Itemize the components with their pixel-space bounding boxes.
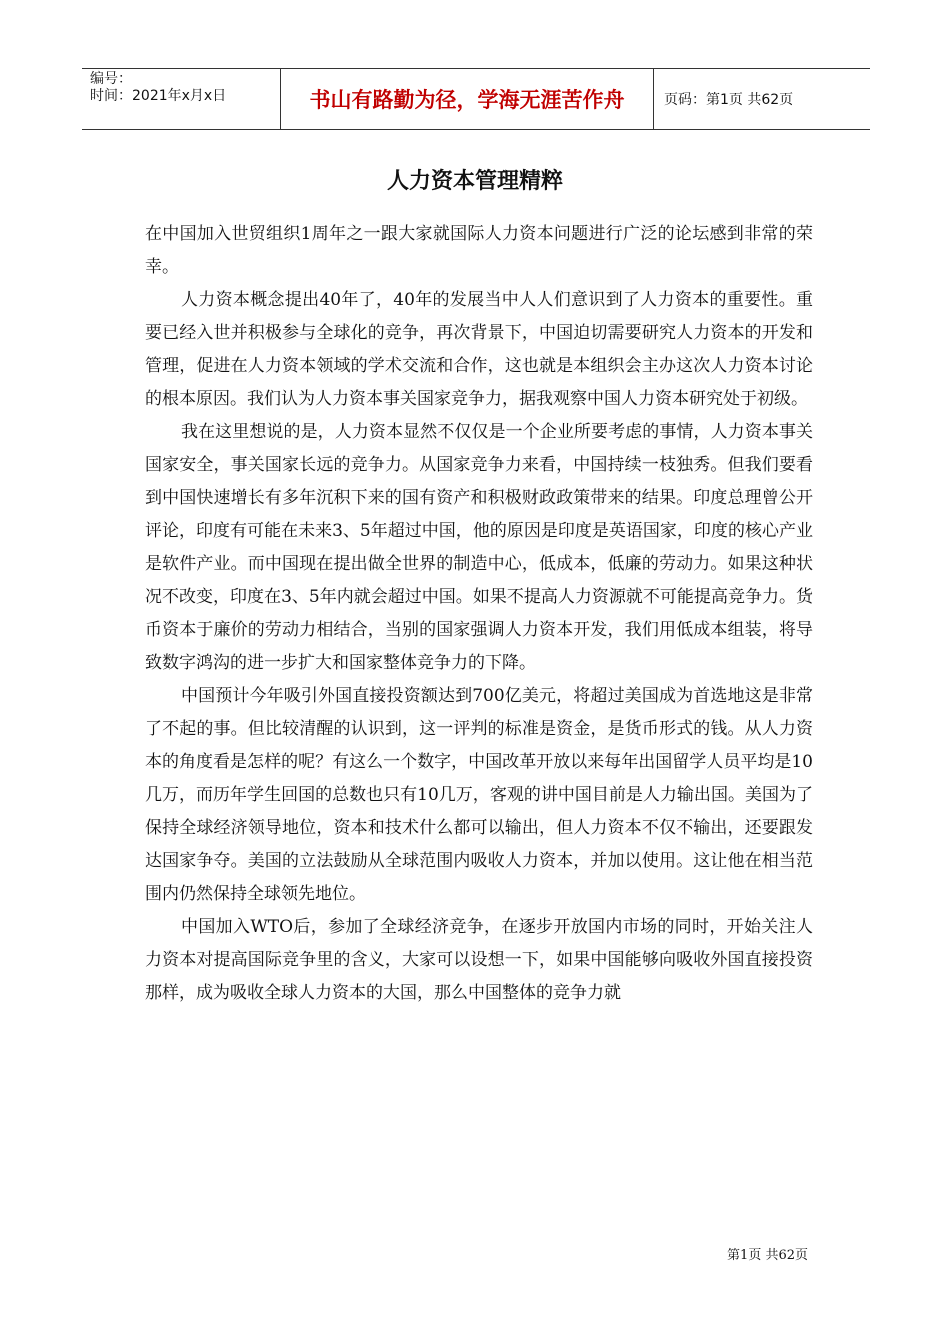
- document-number-label: 编号：: [90, 71, 132, 87]
- header-motto: 书山有路勤为径，学海无涯苦作舟: [281, 69, 654, 129]
- header-meta: [82, 69, 281, 129]
- header-page-info: 页码：第1页 共62页: [664, 92, 794, 108]
- paragraph: 我在这里想说的是，人力资本显然不仅仅是一个企业所要考虑的事情，人力资本事关国家安全，事关国家长远的竞争力。从国家竞争力来看，中国持续一枝独秀。但我们要看到中国快速增长有多年沉积下来的国有资产和积极财政政策带来的结果。印度总理曾公开评论，印度有可能在未来3、5年超过中国，他的原因是印度是英语国家，印度的核心产业是软件产业。而中国现在提出做全世界的制造中心，低成本，低廉的劳动力。如果这种状况不改变，印度在3、5年内就会超过中国。如果不提高人力资源就不可能提高竞争力。货币资本于廉价的劳动力相结合，当别的国家强调人力资本开发，我们用低成本组装，将导致数字鸿沟的进一步扩大和国家整体竞争力的下降。: [145, 422, 813, 673]
- page-header: [82, 68, 870, 130]
- paragraph: 中国预计今年吸引外国直接投资额达到700亿美元，将超过美国成为首选地这是非常了不起的事。但比较清醒的认识到，这一评判的标准是资金，是货币形式的钱。从人力资本的角度看是怎样的呢？有这么一个数字，中国改革开放以来每年出国留学人员平均是10几万，而历年学生回国的总数也只有10几万，客观的讲中国目前是人力输出国。美国为了保持全球经济领导地位，资本和技术什么都可以输出，但人力资本不仅不输出，还要跟发达国家争夺。美国的立法鼓励从全球范围内吸收人力资本，并加以使用。这让他在相当范围内仍然保持全球领先地位。: [145, 686, 813, 904]
- document-body: [145, 218, 813, 1010]
- document-title: 人力资本管理精粹: [386, 169, 563, 194]
- paragraph: 在中国加入世贸组织1周年之一跟大家就国际人力资本问题进行广泛的论坛感到非常的荣幸。: [145, 224, 813, 277]
- paragraph: 人力资本概念提出40年了，40年的发展当中人人们意识到了人力资本的重要性。重要已经入世并积极参与全球化的竞争，再次背景下，中国迫切需要研究人力资本的开发和管理，促进在人力资本领域的学术交流和合作，这也就是本组织会主办这次人力资本讨论的根本原因。我们认为人力资本事关国家竞争力，据我观察中国人力资本研究处于初级。: [145, 290, 813, 409]
- paragraph: 中国加入WTO后，参加了全球经济竞争，在逐步开放国内市场的同时，开始关注人力资本对提高国际竞争里的含义，大家可以设想一下，如果中国能够向吸收外国直接投资那样，成为吸收全球人力资本的大国，那么中国整体的竞争力就: [145, 917, 813, 1003]
- page-footer: 第1页 共62页: [727, 1248, 808, 1263]
- document-time-label: 时间：2021年x月x日: [90, 88, 227, 104]
